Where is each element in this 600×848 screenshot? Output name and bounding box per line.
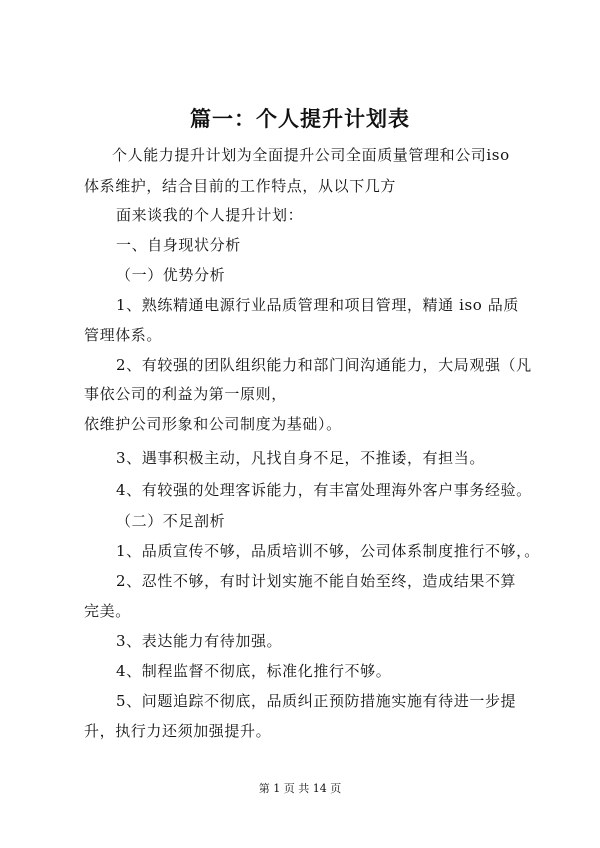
list-item: 4、制程监督不彻底，标准化推行不够。 bbox=[116, 662, 392, 680]
list-item: 1、熟练精通电源行业品质管理和项目管理，精通 iso 品质 bbox=[116, 296, 520, 314]
document-title: 篇一：个人提升计划表 bbox=[190, 106, 410, 131]
list-item: 2、有较强的团队组织能力和部门间沟通能力，大局观强（凡 bbox=[116, 356, 532, 374]
list-item-continuation: 完美。 bbox=[84, 602, 131, 620]
paragraph-line: 个人能力提升计划为全面提升公司全面质量管理和公司iso bbox=[112, 146, 510, 164]
subsection-heading: （二）不足剖析 bbox=[116, 512, 226, 530]
list-item: 4、有较强的处理客诉能力，有丰富处理海外客户事务经验。 bbox=[116, 481, 532, 499]
list-item: 1、品质宣传不够，品质培训不够，公司体系制度推行不够，。 bbox=[116, 542, 540, 560]
list-item: 5、问题追踪不彻底，品质纠正预防措施实施有待进一步提 bbox=[116, 692, 517, 710]
list-item-continuation: 管理体系。 bbox=[84, 326, 163, 344]
list-item-continuation: 依维护公司形象和公司制度为基础）。 bbox=[84, 415, 342, 433]
paragraph-line: 体系维护，结合目前的工作特点，从以下几方 bbox=[84, 177, 397, 195]
list-item-continuation: 事依公司的利益为第一原则， bbox=[84, 385, 287, 403]
list-item: 2、忍性不够，有时计划实施不能自始至终，造成结果不算 bbox=[116, 572, 517, 590]
section-heading: 一、自身现状分析 bbox=[116, 236, 241, 254]
list-item: 3、表达能力有待加强。 bbox=[116, 632, 283, 650]
page-footer: 第 1 页 共 14 页 bbox=[258, 782, 342, 795]
paragraph-line: 面来谈我的个人提升计划： bbox=[116, 206, 304, 224]
list-item: 3、遇事积极主动，凡找自身不足，不推诿，有担当。 bbox=[116, 449, 485, 467]
list-item-continuation: 升，执行力还须加强提升。 bbox=[84, 722, 272, 740]
subsection-heading: （一）优势分析 bbox=[116, 266, 226, 284]
